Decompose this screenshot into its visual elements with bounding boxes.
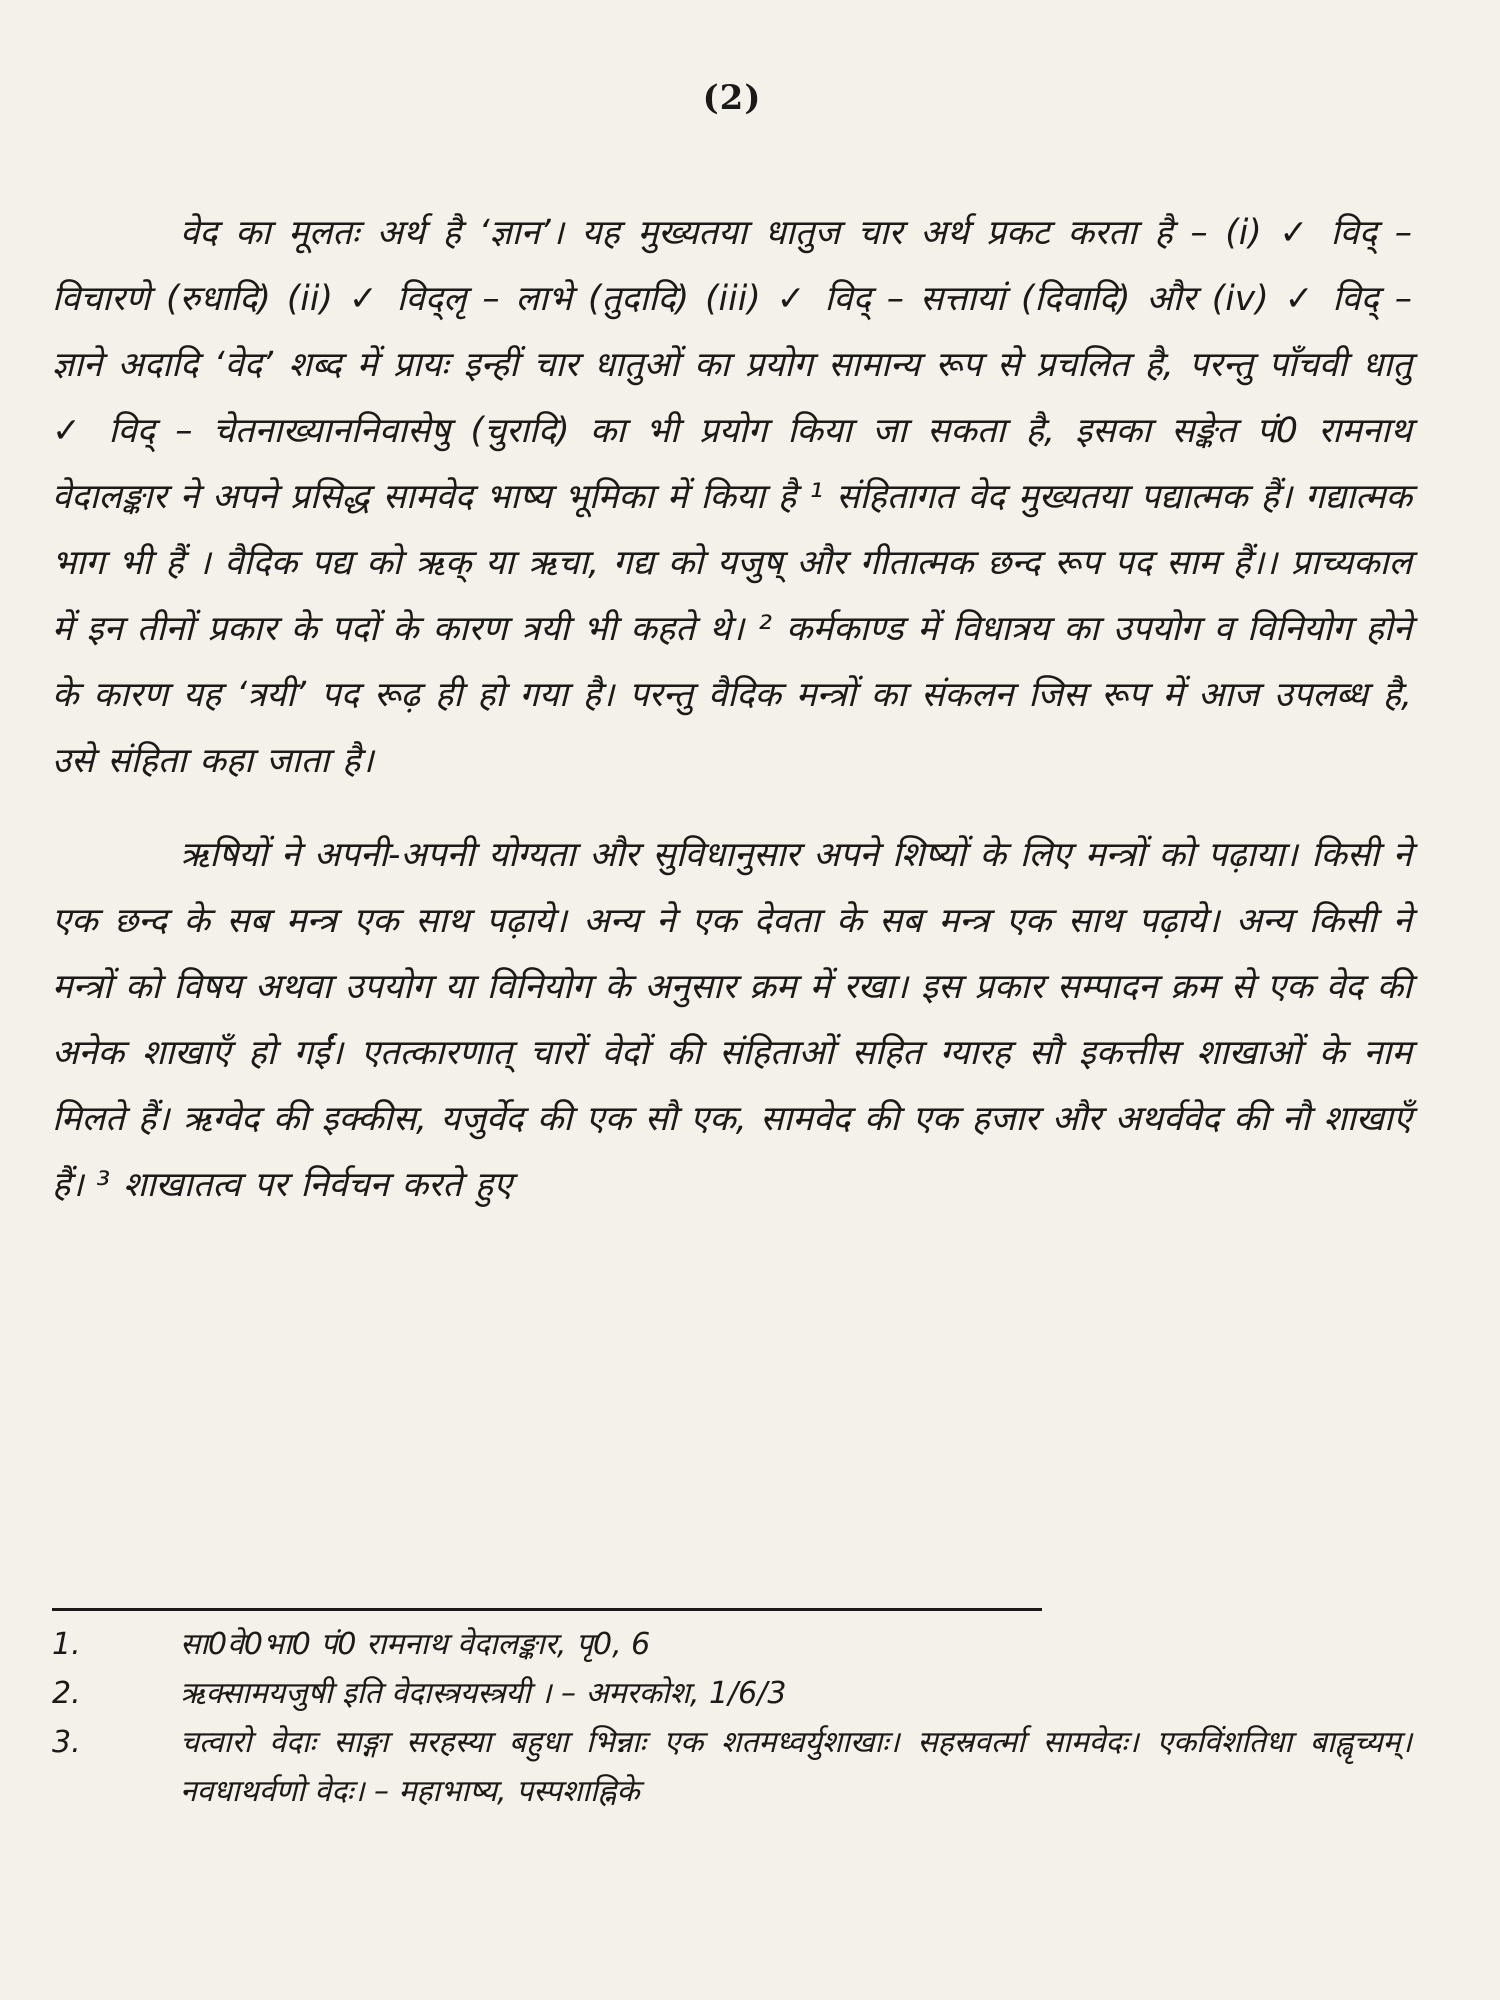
footnote-text: ऋक्सामयजुषी इति वेदास्त्रयस्त्रयी । – अमरकोश, 1/6/3 — [180, 1676, 787, 1711]
footnote-3 — [52, 1718, 1412, 1816]
footnote-number: 1. — [52, 1627, 81, 1662]
document-page — [52, 58, 1412, 1958]
paragraph-veda-meaning: वेद का मूलतः अर्थ है ‘ज्ञान’। यह मुख्यतया धातुज चार अर्थ प्रकट करता है – (i) ✓ विद् – विचारणे (रुधादि) (ii) ✓ विद्लृ – लाभे (तुदादि) (iii) ✓ विद् – सत्तायां (दिवादि) और (iv) ✓ विद् – ज्ञाने अदादि ‘वेद’ शब्द में प्रायः इन्हीं चार धातुओं का प्रयोग सामान्य रूप से प्रचलित है, परन्तु पाँचवी धातु ✓ विद् – चेतनाख्याननिवासेषु (चुरादि) का भी प्रयोग किया जा सकता है, इसका सङ्केत पं0 रामनाथ वेदालङ्कार ने अपने प्रसिद्ध सामवेद भाष्य भूमिका में किया है ¹ संहितागत वेद मुख्यतया पद्यात्मक हैं। गद्यात्मक भाग भी हैं । वैदिक पद्य को ऋक् या ऋचा, गद्य को यजुष् और गीतात्मक छन्द रूप पद साम हैं।। प्राच्यकाल में इन तीनों प्रकार के पदों के कारण त्रयी भी कहते थे। ² कर्मकाण्ड में विधात्रय का उपयोग व विनियोग होने के कारण यह ‘त्रयी’ पद रूढ़ ही हो गया है। परन्तु वैदिक मन्त्रों का संकलन जिस रूप में आज उपलब्ध है, उसे संहिता कहा जाता है। — [52, 213, 1412, 781]
footnote-divider — [52, 1608, 1042, 1611]
footnote-2 — [52, 1669, 1412, 1718]
footnote-1 — [52, 1620, 1412, 1669]
footnote-number: 2. — [52, 1676, 81, 1711]
footnote-text: चत्वारो वेदाः साङ्गा सरहस्या बहुधा भिन्नाः एक शतमध्वर्युशाखाः। सहस्रवर्त्मा सामवेदः। एकविंशतिधा बाह्वृच्यम्। नवधाथर्वणो वेदः। – महाभाष्य, पस्पशाह्निके — [180, 1725, 1412, 1809]
footnote-text: सा0वे0भा0 पं0 रामनाथ वेदालङ्कार, पृ0, 6 — [180, 1627, 651, 1662]
body-text — [52, 200, 1412, 1218]
page-number: (2) — [702, 78, 762, 118]
paragraph-shakha: ऋषियों ने अपनी-अपनी योग्यता और सुविधानुसार अपने शिष्यों के लिए मन्त्रों को पढ़ाया। किसी ने एक छन्द के सब मन्त्र एक साथ पढ़ाये। अन्य ने एक देवता के सब मन्त्र एक साथ पढ़ाये। अन्य किसी ने मन्त्रों को विषय अथवा उपयोग या विनियोग के अनुसार क्रम में रखा। इस प्रकार सम्पादन क्रम से एक वेद की अनेक शाखाएँ हो गईं। एतत्कारणात् चारों वेदों की संहिताओं सहित ग्यारह सौ इकत्तीस शाखाओं के नाम मिलते हैं। ऋग्वेद की इक्कीस, यजुर्वेद की एक सौ एक, सामवेद की एक हजार और अथर्ववेद की नौ शाखाएँ हैं। ³ शाखातत्व पर निर्वचन करते हुए — [52, 835, 1412, 1205]
footnote-number: 3. — [52, 1725, 81, 1760]
footnotes — [52, 1620, 1412, 1816]
